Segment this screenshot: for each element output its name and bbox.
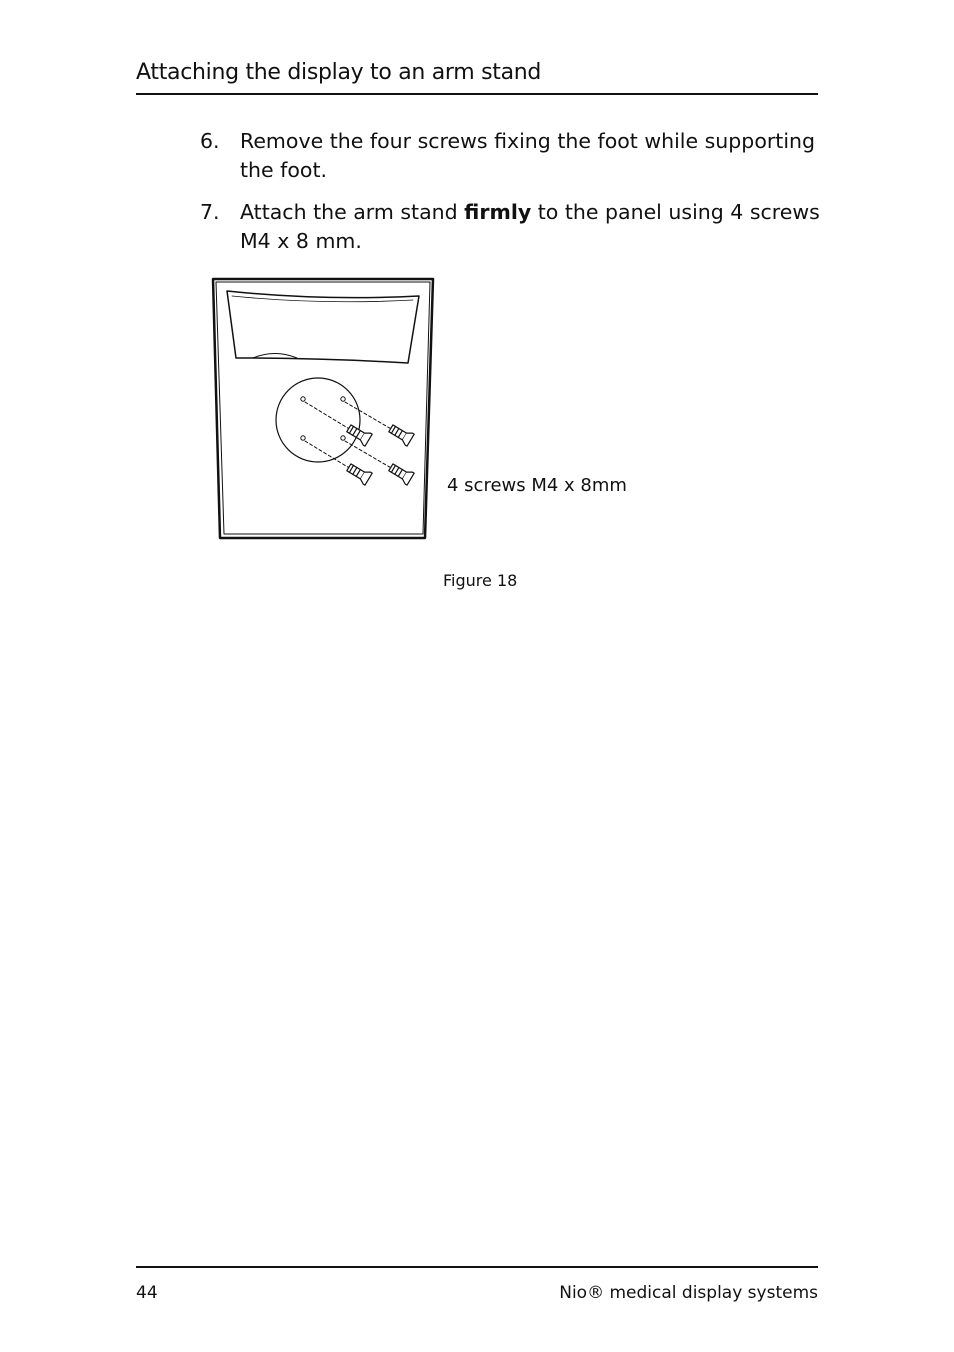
step-text: Remove the four screws fixing the foot while supporting the foot. xyxy=(240,129,816,182)
figure-callout: 4 screws M4 x 8mm xyxy=(447,475,627,496)
page-header-title: Attaching the display to an arm stand xyxy=(136,60,542,85)
step-number: 7. xyxy=(200,200,220,224)
footer-rule xyxy=(136,1266,818,1268)
step-text-pre: Attach the arm stand xyxy=(240,200,465,224)
mount-hole xyxy=(341,397,345,401)
panel-inner-outline xyxy=(216,282,430,534)
arm-stand-illustration xyxy=(205,272,440,547)
step-number: 6. xyxy=(200,129,220,153)
step-text-post: to the panel using 4 screws M4 x 8 mm. xyxy=(240,200,820,253)
screw-guide-line xyxy=(305,441,351,469)
mount-hole xyxy=(301,397,305,401)
mount-hole xyxy=(341,436,345,440)
mount-hole xyxy=(301,436,305,440)
footer-product-name: Nio® medical display systems xyxy=(559,1283,818,1303)
screw-icon xyxy=(387,422,414,446)
panel-handle xyxy=(253,354,297,359)
screw-icon xyxy=(345,422,372,446)
screw-icon xyxy=(345,461,372,485)
screw-icon xyxy=(387,461,414,485)
step-text-bold: firmly xyxy=(464,200,532,224)
figure-caption: Figure 18 xyxy=(443,571,518,590)
panel-outline xyxy=(213,279,433,538)
screw-guide-line xyxy=(305,402,351,430)
mount-circle xyxy=(276,378,360,462)
step-text xyxy=(240,198,820,256)
page-number: 44 xyxy=(136,1283,158,1303)
header-rule xyxy=(136,93,818,95)
